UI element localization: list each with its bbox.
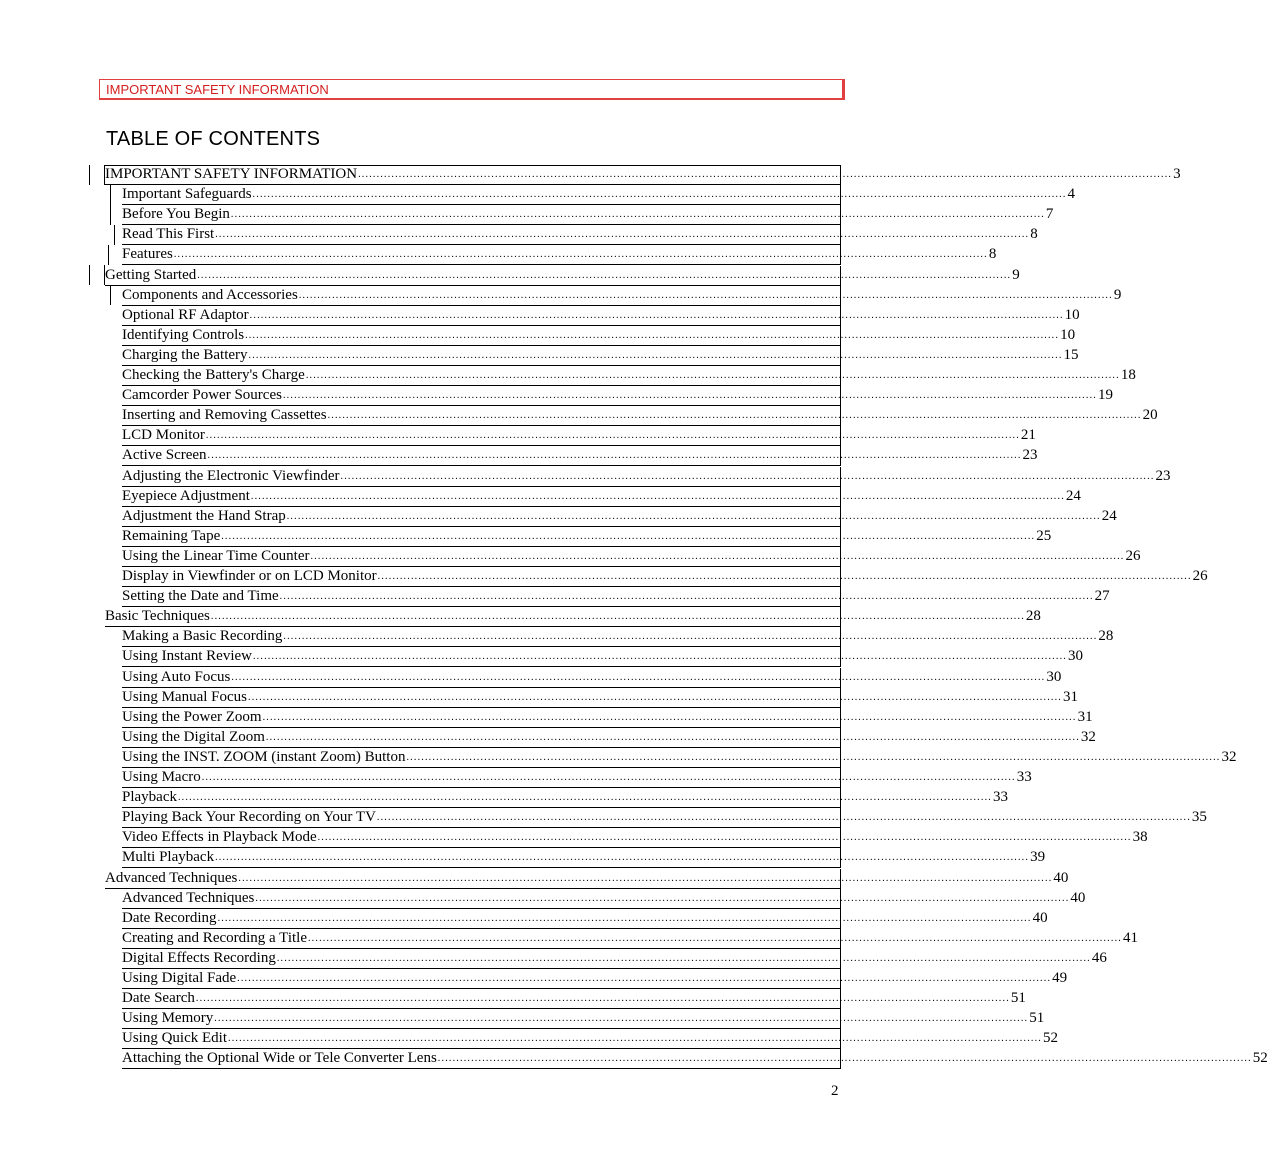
toc-entry-page: 28	[1025, 608, 1041, 624]
toc-entry-label: Basic Techniques	[105, 608, 210, 624]
section-header: IMPORTANT SAFETY INFORMATION	[99, 79, 845, 100]
dot-leader: ............................................................................................................................................................................................................................	[282, 390, 1097, 401]
dot-leader: ............................................................................................................................................................................................................................	[406, 752, 1221, 763]
dot-leader: ............................................................................................................................................................................................................................	[177, 792, 992, 803]
toc-entry[interactable]	[122, 748, 1237, 768]
toc-entry[interactable]	[122, 969, 1068, 989]
toc-entry-page: 33	[1016, 769, 1032, 785]
dot-leader: ............................................................................................................................................................................................................................	[205, 430, 1020, 441]
toc-entry[interactable]	[105, 869, 1069, 889]
dot-leader: ............................................................................................................................................................................................................................	[237, 973, 1052, 984]
toc-entry[interactable]	[105, 266, 1020, 286]
toc-entry[interactable]	[122, 828, 1148, 848]
toc-entry[interactable]	[122, 547, 1141, 567]
toc-entry-label: Using Manual Focus	[122, 689, 247, 705]
dot-leader: ............................................................................................................................................................................................................................	[255, 893, 1070, 904]
margin-marker	[108, 245, 109, 265]
toc-entry-label: Using Quick Edit	[122, 1030, 227, 1046]
margin-marker	[89, 265, 90, 285]
toc-entry-page: 25	[1036, 528, 1052, 544]
toc-entry-page: 46	[1091, 950, 1107, 966]
dot-leader: ............................................................................................................................................................................................................................	[228, 1033, 1042, 1044]
toc-entry[interactable]	[122, 185, 1076, 205]
dot-leader: ............................................................................................................................................................................................................................	[279, 591, 1094, 602]
dot-leader: ............................................................................................................................................................................................................................	[249, 310, 1064, 321]
toc-entry-label: Features	[122, 246, 173, 262]
toc-entry-label: Using Instant Review	[122, 648, 252, 664]
dot-leader: ............................................................................................................................................................................................................................	[286, 511, 1101, 522]
dot-leader: ............................................................................................................................................................................................................................	[283, 631, 1098, 642]
toc-entry-label: Using the Linear Time Counter	[122, 548, 310, 564]
toc-entry-page: 7	[1045, 206, 1054, 222]
dot-leader: ............................................................................................................................................................................................................................	[340, 471, 1155, 482]
dot-leader: ............................................................................................................................................................................................................................	[358, 169, 1173, 180]
toc-entry-label: Using Macro	[122, 769, 201, 785]
toc-entry-page: 35	[1191, 809, 1207, 825]
toc-entry[interactable]	[122, 788, 1008, 808]
toc-entry[interactable]	[122, 205, 1054, 225]
toc-entry[interactable]	[122, 386, 1113, 406]
toc-entry-page: 15	[1063, 347, 1079, 363]
toc-entry[interactable]	[122, 627, 1114, 647]
dot-leader: ............................................................................................................................................................................................................................	[276, 953, 1091, 964]
toc-entry-label: Eyepiece Adjustment	[122, 488, 250, 504]
toc-entry[interactable]	[122, 768, 1032, 788]
toc-entry-page: 18	[1120, 367, 1136, 383]
toc-entry[interactable]	[122, 647, 1083, 667]
toc-entry[interactable]	[122, 1009, 1045, 1029]
toc-entry[interactable]	[122, 326, 1076, 346]
dot-leader: ............................................................................................................................................................................................................................	[248, 692, 1062, 703]
toc-entry[interactable]	[122, 587, 1110, 607]
margin-marker	[110, 285, 111, 305]
toc-entry-label: Important Safeguards	[122, 186, 252, 202]
toc-entry-label: Using Memory	[122, 1010, 214, 1026]
toc-entry-page: 40	[1053, 870, 1069, 886]
toc-entry-label: Read This First	[122, 226, 215, 242]
dot-leader: ............................................................................................................................................................................................................................	[215, 852, 1030, 863]
toc-entry[interactable]	[122, 225, 1038, 245]
dot-leader: ............................................................................................................................................................................................................................	[215, 229, 1030, 240]
margin-marker	[110, 205, 111, 225]
dot-leader: ............................................................................................................................................................................................................................	[231, 672, 1046, 683]
toc-entry-label: Inserting and Removing Cassettes	[122, 407, 327, 423]
toc-entry[interactable]	[122, 848, 1046, 868]
toc-entry[interactable]	[122, 989, 1026, 1009]
toc-entry-label: Optional RF Adaptor	[122, 307, 249, 323]
toc-entry[interactable]	[122, 306, 1080, 326]
toc-entry-page: 30	[1046, 669, 1062, 685]
dot-leader: ............................................................................................................................................................................................................................	[195, 993, 1010, 1004]
toc-entry-page: 40	[1070, 890, 1086, 906]
dot-leader: ............................................................................................................................................................................................................................	[327, 410, 1142, 421]
toc-entry[interactable]	[122, 286, 1122, 306]
toc-entry-page: 27	[1094, 588, 1110, 604]
dot-leader: ............................................................................................................................................................................................................................	[221, 531, 1036, 542]
dot-leader: ............................................................................................................................................................................................................................	[265, 732, 1080, 743]
toc-entry-label: Remaining Tape	[122, 528, 221, 544]
dot-leader: ............................................................................................................................................................................................................................	[197, 270, 1012, 281]
toc-entry-page: 33	[992, 789, 1008, 805]
dot-leader: ............................................................................................................................................................................................................................	[310, 551, 1125, 562]
dot-leader: ............................................................................................................................................................................................................................	[245, 330, 1060, 341]
toc-entry-label: Setting the Date and Time	[122, 588, 279, 604]
toc-entry-page: 51	[1010, 990, 1026, 1006]
toc-entry-page: 9	[1113, 287, 1122, 303]
toc-entry-label: Adjusting the Electronic Viewfinder	[122, 468, 340, 484]
toc-entry-label: Advanced Techniques	[122, 890, 255, 906]
toc-entry[interactable]	[122, 406, 1158, 426]
dot-leader: ............................................................................................................................................................................................................................	[250, 491, 1065, 502]
toc-entry-label: IMPORTANT SAFETY INFORMATION	[105, 166, 358, 182]
toc-entry-label: Using the Digital Zoom	[122, 729, 265, 745]
toc-entry-label: Date Search	[122, 990, 195, 1006]
toc-entry-label: Components and Accessories	[122, 287, 298, 303]
toc-entry[interactable]	[122, 366, 1136, 386]
toc-entry-label: Multi Playback	[122, 849, 215, 865]
toc-entry-label: Digital Effects Recording	[122, 950, 276, 966]
toc-entry-label: Creating and Recording a Title	[122, 930, 307, 946]
toc-entry-page: 31	[1063, 689, 1078, 705]
dot-leader: ............................................................................................................................................................................................................................	[305, 370, 1120, 381]
toc-entry-label: Using Digital Fade	[122, 970, 237, 986]
toc-entry-page: 21	[1020, 427, 1036, 443]
dot-leader: ............................................................................................................................................................................................................................	[238, 873, 1053, 884]
page-number: 2	[831, 1083, 839, 1099]
toc-entry-label: Using Auto Focus	[122, 669, 231, 685]
dot-leader: ............................................................................................................................................................................................................................	[207, 450, 1022, 461]
toc-entry-page: 10	[1064, 307, 1080, 323]
dot-leader: ............................................................................................................................................................................................................................	[217, 913, 1032, 924]
toc-entry[interactable]	[122, 808, 1207, 828]
dot-leader: ............................................................................................................................................................................................................................	[317, 832, 1132, 843]
margin-marker	[104, 265, 105, 285]
dot-leader: ............................................................................................................................................................................................................................	[252, 651, 1067, 662]
toc-entry-page: 31	[1077, 709, 1093, 725]
toc-entry-page: 52	[1043, 1030, 1058, 1046]
dot-leader: ............................................................................................................................................................................................................................	[262, 712, 1077, 723]
toc-entry[interactable]	[122, 1029, 1058, 1049]
toc-entry[interactable]	[122, 487, 1081, 507]
toc-entry[interactable]	[122, 949, 1107, 969]
margin-marker	[89, 165, 90, 185]
toc-entry[interactable]	[122, 567, 1208, 587]
dot-leader: ............................................................................................................................................................................................................................	[201, 772, 1016, 783]
dot-leader: ............................................................................................................................................................................................................................	[377, 571, 1192, 582]
dot-leader: ............................................................................................................................................................................................................................	[214, 1013, 1029, 1024]
toc-entry[interactable]	[122, 688, 1078, 708]
margin-marker	[110, 185, 111, 205]
toc-entry[interactable]	[122, 909, 1048, 929]
toc-entry-page: 20	[1142, 407, 1158, 423]
toc-entry-page: 39	[1030, 849, 1046, 865]
toc-entry-page: 52	[1252, 1050, 1268, 1066]
dot-leader: ............................................................................................................................................................................................................................	[252, 189, 1067, 200]
dot-leader: ............................................................................................................................................................................................................................	[437, 1053, 1252, 1064]
toc-entry-label: Display in Viewfinder or on LCD Monitor	[122, 568, 377, 584]
margin-marker	[104, 165, 105, 185]
toc-entry-label: Using the INST. ZOOM (instant Zoom) Button	[122, 749, 406, 765]
toc-entry-label: Attaching the Optional Wide or Tele Converter Lens	[122, 1050, 437, 1066]
toc-entry[interactable]	[122, 668, 1062, 688]
toc-entry-page: 24	[1101, 508, 1117, 524]
toc-entry[interactable]	[122, 929, 1138, 949]
toc-entry-page: 9	[1012, 267, 1020, 283]
toc-entry[interactable]	[122, 245, 997, 265]
toc-entry-page: 40	[1032, 910, 1048, 926]
toc-entry-label: Camcorder Power Sources	[122, 387, 282, 403]
toc-entry[interactable]	[105, 165, 1181, 185]
toc-entry-page: 32	[1221, 749, 1237, 765]
dot-leader: ............................................................................................................................................................................................................................	[230, 209, 1045, 220]
toc-entry-label: Making a Basic Recording	[122, 628, 283, 644]
toc-entry-label: Identifying Controls	[122, 327, 245, 343]
toc-entry-label: Before You Begin	[122, 206, 230, 222]
toc-entry[interactable]	[122, 446, 1038, 466]
toc-entry[interactable]	[122, 527, 1052, 547]
toc-entry-page: 4	[1067, 186, 1076, 202]
toc-entry-label: Adjustment the Hand Strap	[122, 508, 286, 524]
dot-leader: ............................................................................................................................................................................................................................	[210, 611, 1025, 622]
toc-entry[interactable]	[122, 426, 1036, 446]
toc-entry-label: Active Screen	[122, 447, 207, 463]
toc-entry-page: 10	[1060, 327, 1076, 343]
toc-entry-label: Video Effects in Playback Mode	[122, 829, 317, 845]
toc-entry-page: 32	[1080, 729, 1096, 745]
dot-leader: ............................................................................................................................................................................................................................	[248, 350, 1063, 361]
toc-entry-page: 3	[1173, 166, 1181, 182]
toc-entry-page: 49	[1052, 970, 1068, 986]
toc-entry-page: 41	[1122, 930, 1138, 946]
toc-entry-page: 24	[1065, 488, 1081, 504]
toc-entry-page: 23	[1155, 468, 1171, 484]
toc-entry-label: Getting Started	[105, 267, 197, 283]
toc-entry-page: 51	[1029, 1010, 1045, 1026]
toc-entry[interactable]	[122, 889, 1086, 909]
toc-entry[interactable]	[122, 1049, 1268, 1069]
toc-entry[interactable]	[122, 708, 1093, 728]
dot-leader: ............................................................................................................................................................................................................................	[298, 290, 1113, 301]
toc-entry-page: 38	[1132, 829, 1148, 845]
margin-marker	[114, 225, 115, 245]
toc-entry-label: Advanced Techniques	[105, 870, 238, 886]
toc-entry[interactable]	[122, 507, 1117, 527]
dot-leader: ............................................................................................................................................................................................................................	[376, 812, 1191, 823]
toc-entry[interactable]	[122, 728, 1096, 748]
toc-entry-page: 26	[1192, 568, 1208, 584]
toc-entry-page: 26	[1125, 548, 1141, 564]
toc-entry[interactable]	[122, 346, 1079, 366]
toc-entry-page: 19	[1097, 387, 1113, 403]
toc-entry-page: 8	[988, 246, 997, 262]
toc-entry-label: LCD Monitor	[122, 427, 205, 443]
toc-entry[interactable]	[105, 607, 1041, 627]
toc-entry-page: 30	[1067, 648, 1083, 664]
toc-entry-page: 23	[1022, 447, 1038, 463]
dot-leader: ............................................................................................................................................................................................................................	[173, 249, 988, 260]
toc-entry-label: Playback	[122, 789, 177, 805]
toc-entry-page: 8	[1030, 226, 1038, 242]
toc-entry-page: 28	[1098, 628, 1114, 644]
toc-entry-label: Using the Power Zoom	[122, 709, 262, 725]
toc-entry-label: Date Recording	[122, 910, 217, 926]
page-title: TABLE OF CONTENTS	[106, 128, 321, 150]
toc-entry[interactable]	[122, 467, 1171, 487]
dot-leader: ............................................................................................................................................................................................................................	[307, 933, 1122, 944]
toc-entry-label: Charging the Battery	[122, 347, 248, 363]
toc-entry-label: Checking the Battery's Charge	[122, 367, 305, 383]
toc-entry-label: Playing Back Your Recording on Your TV	[122, 809, 376, 825]
